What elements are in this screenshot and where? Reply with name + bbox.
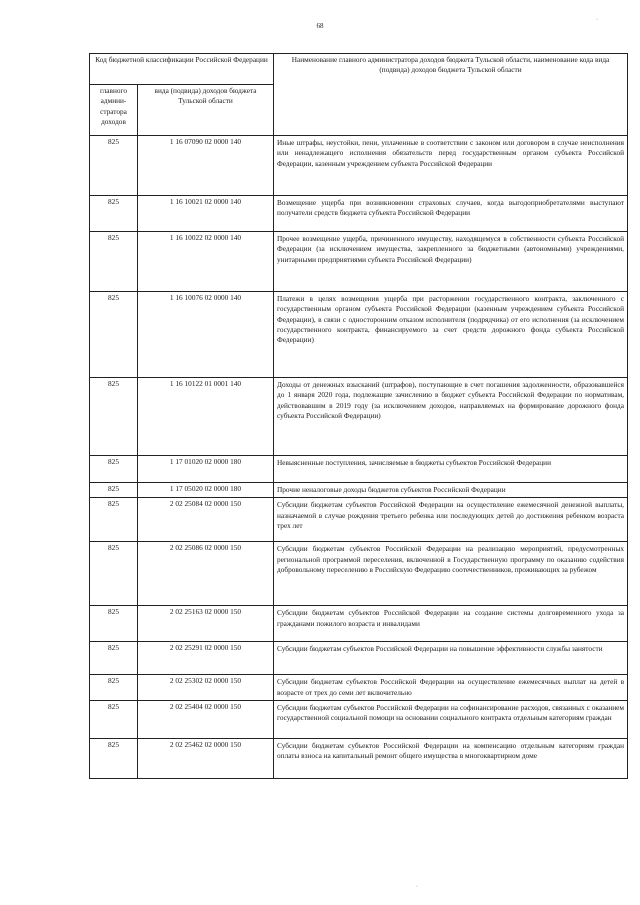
admin-code-cell: 825: [90, 642, 138, 675]
header-classification-code: Код бюджетной классификации Российской Федерации: [90, 54, 274, 85]
revenue-code-cell: 2 02 25404 02 0000 150: [138, 701, 274, 739]
revenue-code-cell: 1 16 10021 02 0000 140: [138, 196, 274, 232]
table-row: [90, 542, 628, 606]
table-row: [90, 606, 628, 642]
revenue-code-cell: 2 02 25291 02 0000 150: [138, 642, 274, 675]
revenue-name-cell: Платежи в целях возмещения ущерба при расторжении государственного контракта, заключенного с государственным органом субъекта Российской Федерации (казенным учреждением субъекта Российской Федерации), в связи с односторонним отказом исполнителя (подрядчика) от его исполнения (за исключением государственного контракта, финансируемого за счет средств дорожного фонда субъекта Российской Федерации): [274, 292, 628, 378]
table-row: [90, 136, 628, 196]
header-main-administrator: главного админи-стратора доходов: [90, 85, 138, 136]
table-row: [90, 232, 628, 292]
revenue-code-cell: 1 16 10022 02 0000 140: [138, 232, 274, 292]
revenue-classification-table: [89, 53, 628, 779]
admin-code-cell: 825: [90, 498, 138, 542]
admin-code-cell: 825: [90, 701, 138, 739]
revenue-code-cell: 2 02 25084 02 0000 150: [138, 498, 274, 542]
admin-code-cell: 825: [90, 456, 138, 483]
table-header-row: [90, 54, 628, 85]
revenue-code-cell: 1 17 05020 02 0000 180: [138, 483, 274, 498]
header-revenue-type-code: вида (подвида) доходов бюджета Тульской области: [138, 85, 274, 136]
admin-code-cell: 825: [90, 542, 138, 606]
table-row: [90, 498, 628, 542]
revenue-code-cell: 1 17 01020 02 0000 180: [138, 456, 274, 483]
admin-code-cell: 825: [90, 292, 138, 378]
revenue-code-cell: 2 02 25163 02 0000 150: [138, 606, 274, 642]
revenue-name-cell: Субсидии бюджетам субъектов Российской Федерации на осуществление ежемесячных выплат на детей в возрасте от трех до семи лет включительно: [274, 675, 628, 701]
revenue-name-cell: Прочее возмещение ущерба, причиненного имуществу, находящемуся в собственности субъекта Российской Федерации (за исключением имущества, закрепленного за бюджетными (автономными) учреждениями, унитарными предприятиями субъекта Российской Федерации): [274, 232, 628, 292]
table-row: [90, 378, 628, 456]
revenue-code-cell: 2 02 25086 02 0000 150: [138, 542, 274, 606]
scan-speck: ·: [416, 884, 418, 890]
table-row: [90, 701, 628, 739]
admin-code-cell: 825: [90, 606, 138, 642]
revenue-name-cell: Субсидии бюджетам субъектов Российской Федерации на осуществление ежемесячной денежной выплаты, назначаемой в случае рождения третьего ребенка или последующих детей до достижения ребенком возраста трех лет: [274, 498, 628, 542]
scan-speck: ·: [596, 17, 598, 23]
revenue-name-cell: Субсидии бюджетам субъектов Российской Федерации на реализацию мероприятий, предусмотренных региональной программой переселения, включенной в Государственную программу по оказанию содействия добровольному переселению в Российскую Федерацию соотечественников, проживающих за рубежом: [274, 542, 628, 606]
revenue-name-cell: Доходы от денежных взысканий (штрафов), поступающие в счет погашения задолженности, образовавшейся до 1 января 2020 года, подлежащие зачислению в бюджет субъекта Российской Федерации по нормативам, действовавшим в 2019 году (за исключением доходов, направляемых на формирование дорожного фонда субъекта Российской Федерации): [274, 378, 628, 456]
revenue-code-cell: 1 16 10076 02 0000 140: [138, 292, 274, 378]
admin-code-cell: 825: [90, 232, 138, 292]
table-row: [90, 292, 628, 378]
header-administrator-name: Наименование главного администратора доходов бюджета Тульской области, наименование кода вида (подвида) доходов бюджета Тульской области: [274, 54, 628, 136]
admin-code-cell: 825: [90, 136, 138, 196]
revenue-code-cell: 1 16 07090 02 0000 140: [138, 136, 274, 196]
revenue-name-cell: Иные штрафы, неустойки, пени, уплаченные в соответствии с законом или договором в случае неисполнения или ненадлежащего исполнения обязательств перед государственным органом субъекта Российской Федерации, казенным учреждением субъекта Российской Федерации: [274, 136, 628, 196]
revenue-name-cell: Субсидии бюджетам субъектов Российской Федерации на софинансирование расходов, связанных с оказанием государственной социальной помощи на основании социального контракта отдельным категориям граждан: [274, 701, 628, 739]
table-row: [90, 196, 628, 232]
revenue-name-cell: Субсидии бюджетам субъектов Российской Федерации на создание системы долговременного ухода за гражданами пожилого возраста и инвалидами: [274, 606, 628, 642]
table-row: [90, 456, 628, 483]
revenue-code-cell: 2 02 25462 02 0000 150: [138, 739, 274, 779]
revenue-code-cell: 1 16 10122 01 0001 140: [138, 378, 274, 456]
admin-code-cell: 825: [90, 675, 138, 701]
table-row: [90, 642, 628, 675]
revenue-code-cell: 2 02 25302 02 0000 150: [138, 675, 274, 701]
page-number: 68: [316, 22, 324, 30]
admin-code-cell: 825: [90, 378, 138, 456]
admin-code-cell: 825: [90, 483, 138, 498]
revenue-name-cell: Субсидии бюджетам субъектов Российской Федерации на повышение эффективности службы занятости: [274, 642, 628, 675]
revenue-name-cell: Возмещение ущерба при возникновении страховых случаев, когда выгодоприобретателями выступают получатели средств бюджета субъекта Российской Федерации: [274, 196, 628, 232]
table-row: [90, 483, 628, 498]
admin-code-cell: 825: [90, 739, 138, 779]
revenue-name-cell: Невыясненные поступления, зачисляемые в бюджеты субъектов Российской Федерации: [274, 456, 628, 483]
table-row: [90, 675, 628, 701]
revenue-name-cell: Субсидии бюджетам субъектов Российской Федерации на компенсацию отдельным категориям граждан оплаты взноса на капитальный ремонт общего имущества в многоквартирном доме: [274, 739, 628, 779]
admin-code-cell: 825: [90, 196, 138, 232]
table-row: [90, 739, 628, 779]
revenue-name-cell: Прочие неналоговые доходы бюджетов субъектов Российской Федерации: [274, 483, 628, 498]
